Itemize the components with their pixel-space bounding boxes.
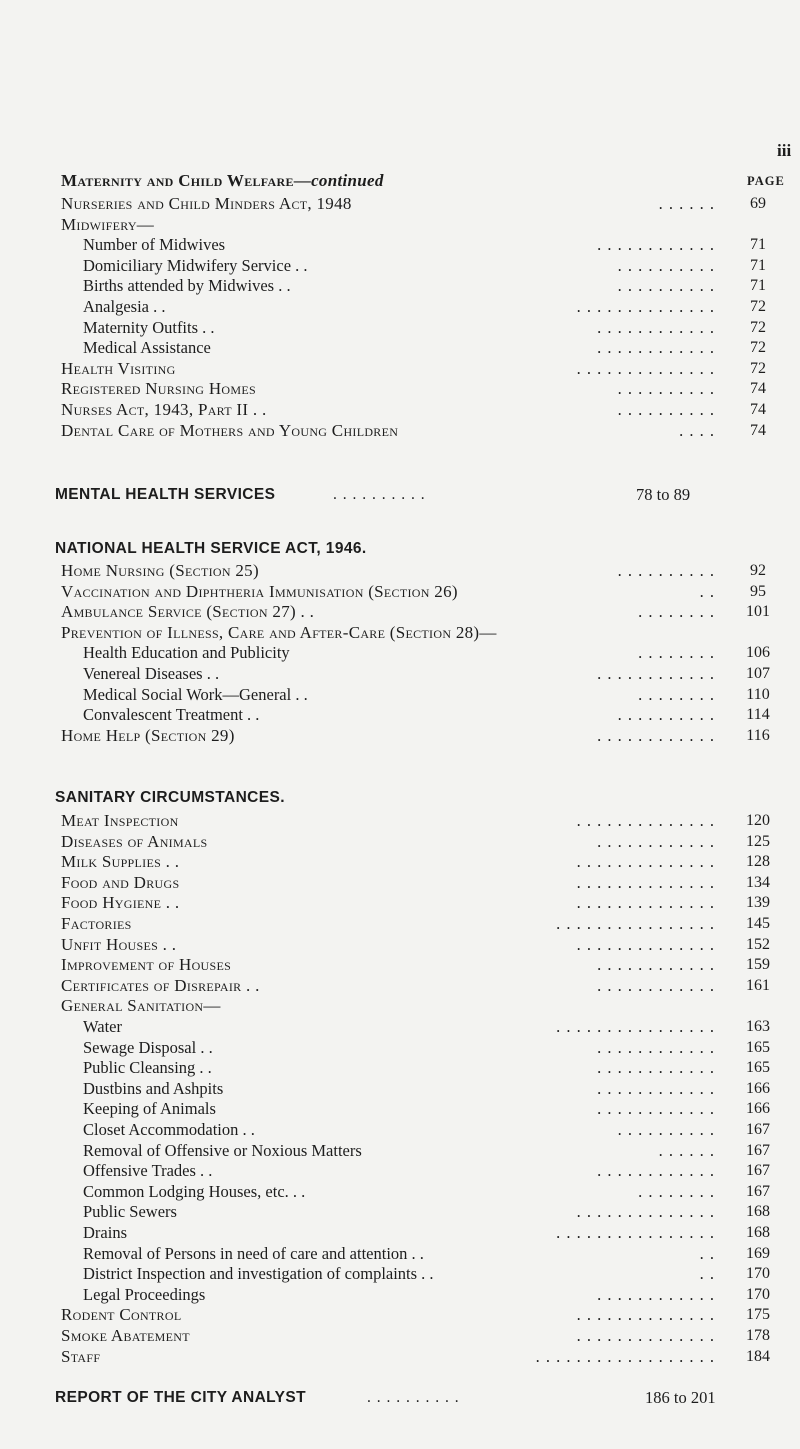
toc-entry-leader: . . . . . . . . . . . . . .	[576, 893, 715, 913]
toc-entry-leader: . . . . . . . . . . . . . . . . . .	[535, 1346, 715, 1366]
toc-entry-leader: . . . . . . . . . . . .	[597, 975, 715, 995]
toc-entry	[0, 1016, 800, 1038]
toc-entry	[0, 337, 800, 359]
toc-entry-label: Number of Midwives	[83, 235, 226, 255]
toc-entry	[0, 684, 800, 706]
toc-entry	[0, 399, 800, 421]
toc-entry-page: 92	[750, 562, 766, 579]
toc-entry-page: 159	[746, 956, 770, 974]
toc-entry-leader: . . . . . . . . . . . .	[597, 1078, 715, 1098]
toc-entry-leader: . . . . . . . .	[638, 643, 715, 663]
toc-entry	[0, 1304, 800, 1326]
toc-entry-leader: . . . . . . . . . . . .	[597, 1037, 715, 1057]
toc-entry-leader: . . . . . .	[658, 1140, 715, 1160]
toc-entry-label: Smoke Abatement	[61, 1326, 190, 1345]
toc-entry	[0, 642, 800, 664]
toc-entry-label: Public Sewers	[83, 1202, 177, 1222]
toc-entry-label: Removal of Offensive or Noxious Matters	[83, 1140, 362, 1160]
toc-entry-label: Improvement of Houses	[61, 955, 232, 975]
page-number: iii	[777, 141, 792, 160]
toc-entry-page: 71	[750, 277, 766, 295]
toc-entry-label: Births attended by Midwives . .	[83, 276, 291, 296]
toc-entry-page: 101	[746, 603, 770, 621]
toc-entry-leader: . . . . . . . . . . . . . . . .	[556, 914, 715, 933]
toc-entry	[0, 255, 800, 277]
city-analyst-dots: . . . . . . . . . .	[367, 1389, 460, 1406]
toc-entry	[0, 1263, 800, 1285]
toc-entry-label: Milk Supplies . .	[61, 852, 180, 872]
mental-health-dots: . . . . . . . . . .	[333, 486, 426, 503]
toc-entry-leader: . . . . . . . . . . . . . .	[576, 1202, 715, 1222]
toc-entry-label: Unfit Houses . .	[61, 934, 177, 954]
toc-entry	[0, 1222, 800, 1244]
toc-entry	[0, 1078, 800, 1100]
toc-entry-page: 163	[746, 1018, 770, 1035]
toc-entry-leader: . . . . . . . . . .	[617, 705, 715, 725]
toc-entry	[0, 704, 800, 726]
toc-entry-page: 71	[750, 256, 766, 274]
toc-entry-label: Food Hygiene . .	[61, 893, 180, 913]
toc-entry-leader: . . . . . . . . . . . . . .	[576, 297, 715, 316]
toc-entry-label: Water	[83, 1017, 122, 1036]
toc-entry-label: Registered Nursing Homes	[61, 379, 256, 399]
mental-health-title: MENTAL HEALTH SERVICES	[55, 486, 276, 503]
toc-entry-page: 167	[746, 1162, 770, 1180]
toc-entry-page: 168	[746, 1224, 770, 1241]
toc-entry	[0, 851, 800, 873]
toc-entry-label: Closet Accommodation . .	[83, 1120, 255, 1139]
toc-entry-leader: . . . .	[679, 420, 715, 440]
toc-entry-page: 69	[750, 195, 766, 212]
toc-entry-leader: . . . . . . . . . .	[617, 400, 715, 419]
toc-entry-label: Ambulance Service (Section 27) . .	[61, 602, 315, 622]
toc-entry-leader: . . . . . . . . . . . .	[597, 235, 715, 255]
toc-entry	[0, 296, 800, 318]
toc-entry-label: Meat Inspection	[61, 811, 179, 830]
toc-entry-label: Staff	[61, 1346, 101, 1366]
toc-entry-label: Health Visiting	[61, 358, 176, 378]
nhs-heading: NATIONAL HEALTH SERVICE ACT, 1946.	[55, 540, 367, 557]
toc-entry-page: 107	[746, 665, 770, 682]
toc-entry	[0, 378, 800, 400]
toc-entry-label: Public Cleansing . .	[83, 1058, 212, 1078]
toc-entry	[0, 234, 800, 256]
toc-entry-label: Medical Assistance	[83, 338, 211, 358]
toc-entry-page: 168	[746, 1203, 770, 1221]
maternity-heading	[61, 170, 384, 192]
toc-entry	[0, 892, 800, 914]
toc-entry	[0, 1098, 800, 1120]
toc-entry-leader: . .	[699, 581, 715, 601]
toc-entry	[0, 1160, 800, 1182]
toc-entry-page: 165	[746, 1038, 770, 1056]
toc-entry-page: 72	[750, 339, 766, 357]
toc-entry-label: Diseases of Animals	[61, 831, 208, 851]
toc-entry-leader: . . . . . . . . . . . .	[597, 1284, 715, 1304]
toc-entry	[0, 581, 800, 603]
toc-entry-label: Legal Proceedings	[83, 1284, 206, 1304]
toc-entry-leader: . . . . . . . .	[638, 1181, 715, 1201]
toc-entry	[0, 214, 800, 236]
toc-entry-leader: . .	[699, 1243, 715, 1263]
toc-entry-label: Dental Care of Mothers and Young Children	[61, 420, 399, 440]
toc-entry-leader: . . . . . . . . . . . . . .	[576, 811, 715, 830]
toc-entry-page: 152	[746, 935, 770, 953]
page-column-label: PAGE	[747, 174, 785, 188]
toc-entry-page: 116	[746, 726, 770, 744]
toc-entry	[0, 1284, 800, 1306]
toc-entry-label: Medical Social Work—General . .	[83, 684, 308, 704]
toc-entry-page: 134	[746, 873, 770, 891]
toc-entry-label: Removal of Persons in need of care and attention . .	[83, 1243, 424, 1263]
toc-entry-label: Midwifery—	[61, 214, 155, 234]
toc-entry	[0, 317, 800, 339]
toc-entry-leader: . . . . . . . . . . . . . .	[576, 1326, 715, 1345]
toc-entry-leader: . . . . . . . . . . . . . . . .	[556, 1223, 715, 1242]
toc-entry-label: Nurseries and Child Minders Act, 1948	[61, 194, 352, 213]
toc-entry-leader: . . . . . . . . . . . .	[597, 1099, 715, 1119]
toc-entry-page: 72	[750, 359, 766, 377]
toc-entry-page: 175	[746, 1306, 770, 1324]
toc-entry-leader: . . . . . . . . . .	[617, 255, 715, 275]
toc-entry	[0, 1119, 800, 1141]
toc-entry	[0, 1057, 800, 1079]
toc-entry-leader: . . . . . . . . . . . . . .	[576, 934, 715, 954]
toc-entry	[0, 831, 800, 853]
toc-entry-page: 145	[746, 915, 770, 932]
toc-entry-label: Domiciliary Midwifery Service . .	[83, 255, 308, 275]
maternity-heading-text: Maternity and Child Welfare—	[61, 171, 312, 190]
toc-entry-label: Venereal Diseases . .	[83, 664, 220, 683]
toc-entry-leader: . . . . . . . . . . . .	[597, 338, 715, 358]
toc-entry-page: 167	[746, 1121, 770, 1138]
toc-entry-label: Analgesia . .	[83, 297, 166, 316]
toc-entry	[0, 975, 800, 997]
toc-entry-label: General Sanitation—	[61, 996, 221, 1016]
toc-entry	[0, 934, 800, 956]
toc-entry-leader: . . . . . . . . . . . . . .	[576, 358, 715, 378]
toc-entry-page: 106	[746, 644, 770, 662]
toc-entry	[0, 954, 800, 976]
toc-entry	[0, 1140, 800, 1162]
toc-entry-leader: . . . . . . . . . . . . . .	[576, 1305, 715, 1325]
mental-health-pages: 78 to 89	[636, 485, 691, 504]
toc-entry-page: 169	[746, 1244, 770, 1262]
toc-entry	[0, 1243, 800, 1265]
toc-entry-label: Home Help (Section 29)	[61, 725, 235, 745]
toc-entry-page: 125	[746, 832, 770, 850]
toc-entry-page: 166	[746, 1079, 770, 1097]
toc-entry-label: District Inspection and investigation of complaints . .	[83, 1264, 434, 1284]
toc-entry	[0, 995, 800, 1017]
toc-entry-label: Rodent Control	[61, 1305, 182, 1325]
toc-entry-page: 128	[746, 853, 770, 871]
toc-entry	[0, 358, 800, 380]
city-analyst-title: REPORT OF THE CITY ANALYST	[55, 1389, 306, 1406]
toc-entry	[0, 275, 800, 297]
toc-entry-page: 71	[750, 236, 766, 254]
toc-entry	[0, 872, 800, 894]
toc-entry-leader: . . . . . . . . . .	[617, 379, 715, 399]
toc-entry-page: 72	[750, 318, 766, 336]
toc-entry-label: Offensive Trades . .	[83, 1161, 213, 1181]
toc-entry	[0, 913, 800, 935]
toc-entry-label: Dustbins and Ashpits	[83, 1078, 224, 1098]
toc-entry	[0, 622, 800, 644]
toc-entry-page: 170	[746, 1285, 770, 1303]
toc-entry-leader: . . . . . . . . . . . .	[597, 317, 715, 337]
toc-entry-leader: . .	[699, 1264, 715, 1284]
toc-entry-leader: . . . . . . . . . . . .	[597, 664, 715, 683]
toc-entry-leader: . . . . . . . . . .	[617, 561, 715, 580]
toc-entry-label: Convalescent Treatment . .	[83, 705, 260, 725]
toc-entry-page: 170	[746, 1265, 770, 1283]
toc-entry-page: 166	[746, 1100, 770, 1118]
toc-entry-page: 120	[746, 812, 770, 829]
toc-entry-page: 165	[746, 1059, 770, 1077]
toc-entry	[0, 1201, 800, 1223]
toc-entry-page: 178	[746, 1327, 770, 1344]
toc-entry-label: Prevention of Illness, Care and After-Care (Section 28)—	[61, 622, 497, 642]
toc-entry	[0, 725, 800, 747]
toc-entry-leader: . . . . . . . . . . . . . .	[576, 872, 715, 892]
toc-entry-page: 139	[746, 894, 770, 912]
city-analyst-pages: 186 to 201	[645, 1388, 716, 1407]
toc-entry-label: Vaccination and Diphtheria Immunisation (Section 26)	[61, 581, 458, 601]
toc-entry-leader: . . . . . . . . . . . .	[597, 1161, 715, 1181]
sanitary-heading: SANITARY CIRCUMSTANCES.	[55, 789, 285, 806]
toc-entry-page: 72	[750, 298, 766, 315]
toc-entry-leader: . . . . . . . . . . . .	[597, 725, 715, 745]
toc-entry-label: Common Lodging Houses, etc. . .	[83, 1181, 306, 1201]
toc-entry-page: 167	[746, 1182, 770, 1200]
toc-entry-label: Food and Drugs	[61, 872, 180, 892]
city-analyst-heading	[55, 1387, 460, 1409]
toc-entry-label: Nurses Act, 1943, Part II . .	[61, 400, 267, 419]
toc-entry-leader: . . . . . . . . . . . .	[597, 1058, 715, 1078]
toc-entry	[0, 1325, 800, 1347]
maternity-heading-continued: continued	[311, 171, 384, 190]
toc-entry-label: Keeping of Animals	[83, 1099, 216, 1119]
toc-entry-label: Maternity Outfits . .	[83, 317, 215, 337]
toc-entry-page: 161	[746, 976, 770, 994]
toc-entry-page: 95	[750, 582, 766, 600]
toc-entry-label: Home Nursing (Section 25)	[61, 561, 259, 580]
toc-entry-leader: . . . . . .	[658, 194, 715, 213]
toc-entry	[0, 193, 800, 215]
toc-entry-page: 74	[750, 421, 766, 439]
toc-entry-leader: . . . . . . . . . . . .	[597, 831, 715, 851]
toc-entry-page: 74	[750, 401, 766, 418]
toc-entry-page: 167	[746, 1141, 770, 1159]
toc-entry-leader: . . . . . . . . . .	[617, 1120, 715, 1139]
toc-entry	[0, 1037, 800, 1059]
toc-entry-page: 114	[746, 706, 770, 724]
toc-entry-label: Factories	[61, 914, 132, 933]
toc-entry	[0, 1181, 800, 1203]
toc-entry-label: Health Education and Publicity	[83, 643, 290, 663]
toc-entry-leader: . . . . . . . . . . . . . .	[576, 852, 715, 872]
toc-entry-leader: . . . . . . . .	[638, 602, 715, 622]
toc-entry	[0, 810, 800, 832]
mental-health-heading	[55, 484, 426, 506]
toc-entry-leader: . . . . . . . .	[638, 684, 715, 704]
toc-entry	[0, 1346, 800, 1368]
toc-entry	[0, 663, 800, 685]
toc-entry-label: Drains	[83, 1223, 127, 1242]
toc-entry-page: 74	[750, 380, 766, 398]
toc-entry-leader: . . . . . . . . . .	[617, 276, 715, 296]
toc-entry-leader: . . . . . . . . . . . . . . . .	[556, 1017, 715, 1036]
toc-entry	[0, 420, 800, 442]
toc-entry-label: Sewage Disposal . .	[83, 1037, 213, 1057]
toc-entry	[0, 601, 800, 623]
toc-entry-page: 110	[746, 685, 770, 703]
toc-entry-leader: . . . . . . . . . . . .	[597, 955, 715, 975]
toc-entry-label: Certificates of Disrepair . .	[61, 975, 260, 995]
toc-entry	[0, 560, 800, 582]
toc-entry-page: 184	[746, 1347, 770, 1365]
